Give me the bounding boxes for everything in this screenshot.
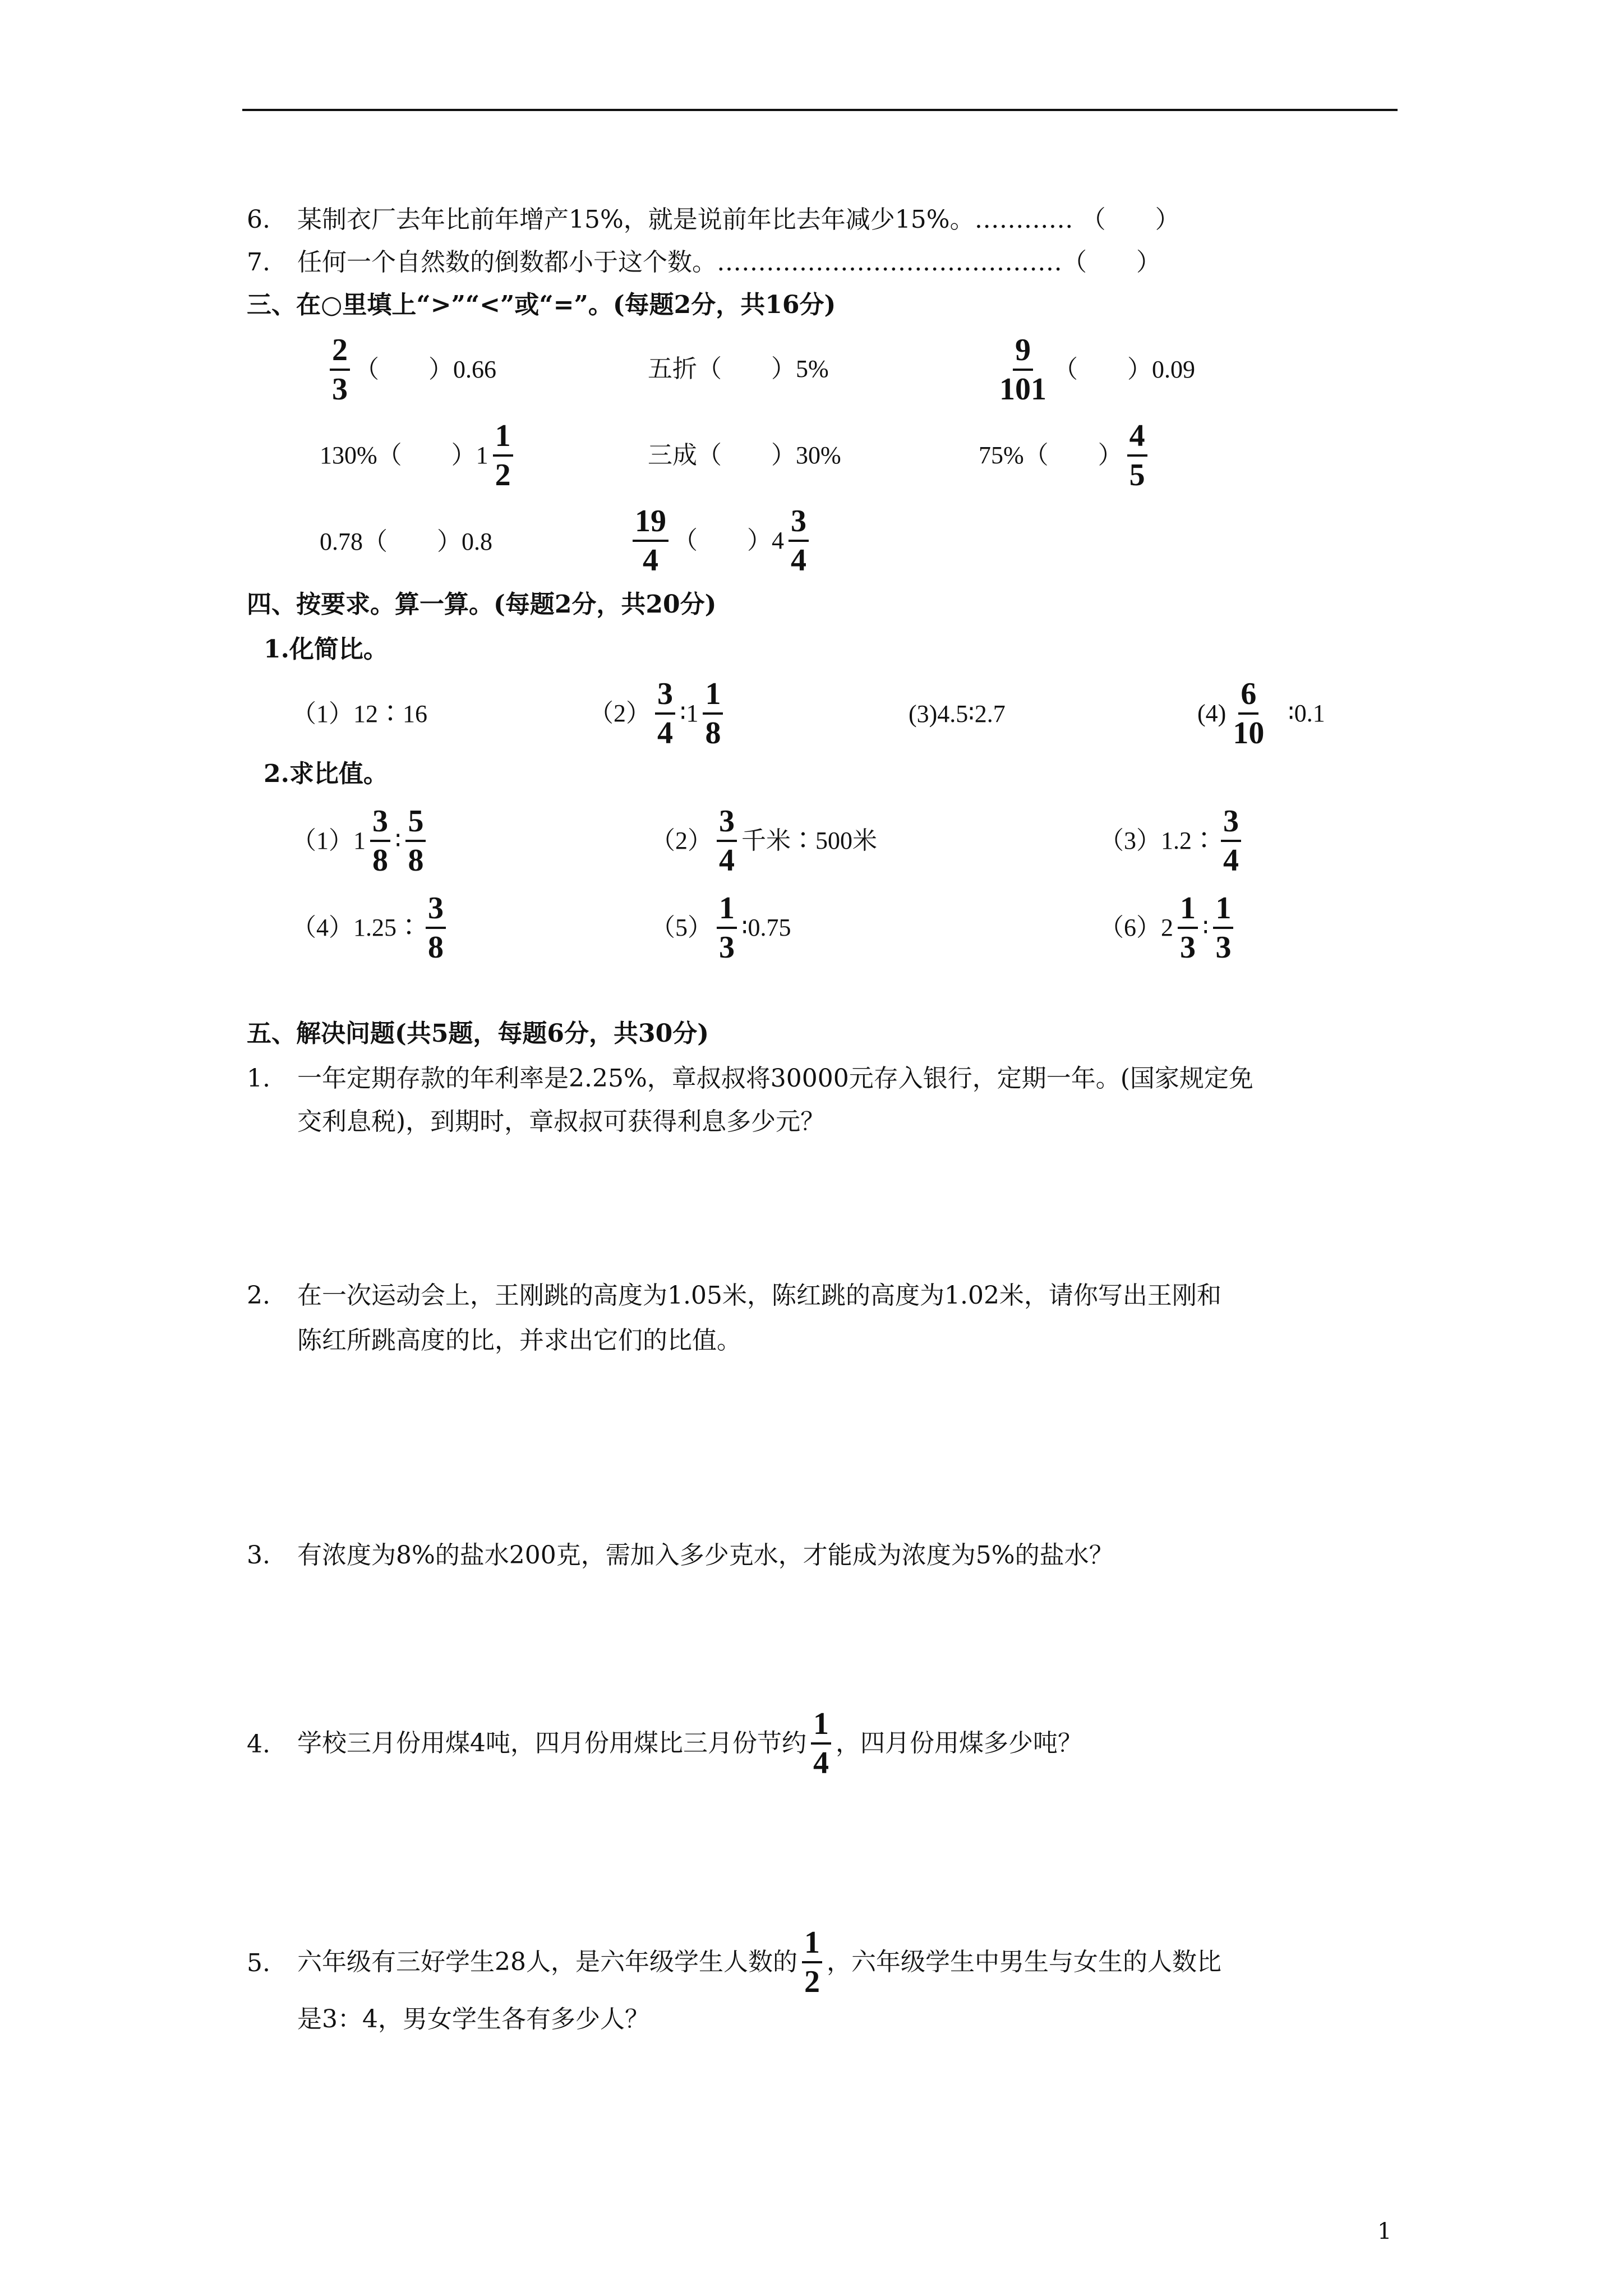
problem-1-num: 1. (247, 1064, 270, 1093)
fraction: $\frac{5}{8}$ (405, 805, 426, 877)
fraction: $\frac{1}{3}$ (717, 892, 737, 964)
fraction: $\frac{1}{4}$ (811, 1708, 831, 1779)
fraction: $\frac{2}{3}$ (330, 334, 350, 406)
compare-c2-mid: （ ）4 (673, 527, 784, 554)
compare-b2: 三成（ ）30% (648, 441, 841, 469)
compare-a3-rest: （ ）0.09 (1053, 356, 1195, 383)
ratio-value-2-pre: （2） (651, 827, 712, 854)
fraction: $\frac{19}{4}$ (633, 505, 668, 577)
simplify-2-mid: ∶1 (680, 700, 699, 727)
ratio-value-6-mid: ∶ (1202, 914, 1209, 941)
section4-sub1-title: 1.化简比。 (264, 635, 388, 664)
problem-1-line2: 交利息税)，到期时，章叔叔可获得利息多少元？ (297, 1107, 826, 1136)
ratio-value-2-post: 千米∶500米 (741, 827, 877, 854)
fraction: $\frac{3}{8}$ (370, 805, 390, 877)
ratio-value-1-mid: ∶ (395, 827, 402, 854)
fraction: $\frac{3}{4}$ (789, 505, 809, 577)
ratio-value-3 (1099, 805, 1246, 877)
problem-4-text (297, 1708, 1082, 1779)
compare-b1-text: 130%（ ）1 (320, 441, 488, 469)
problem-2-line2: 陈红所跳高度的比，并求出它们的比值。 (297, 1326, 741, 1355)
problem-5-line1 (297, 1926, 1221, 1998)
compare-a1 (325, 334, 496, 406)
fraction: $\frac{3}{4}$ (1221, 805, 1241, 877)
section4-sub2-title: 2.求比值。 (264, 760, 388, 788)
ratio-value-4-pre: （4）1.25∶ (292, 914, 421, 941)
problem-2-line1: 在一次运动会上，王刚跳的高度为1.05米，陈红跳的高度为1.02米，请你写出王刚和 (297, 1281, 1221, 1310)
ratio-value-6 (1099, 892, 1238, 964)
problem-3-line1: 有浓度为8%的盐水200克，需加入多少克水，才能成为浓度为5%的盐水？ (297, 1541, 1114, 1570)
fraction: $\frac{3}{8}$ (426, 892, 446, 964)
compare-b3-text: 75%（ ） (979, 441, 1123, 469)
fraction: $\frac{3}{4}$ (655, 678, 675, 749)
problem-3-num: 3. (247, 1541, 270, 1570)
fraction: $\frac{1}{3}$ (1213, 892, 1233, 964)
header-rule (242, 109, 1398, 111)
simplify-2 (589, 678, 727, 749)
ratio-value-1-pre: （1）1 (292, 827, 366, 854)
ratio-value-3-pre: （3）1.2∶ (1099, 827, 1216, 854)
fraction: $\frac{6}{10}$ (1233, 677, 1265, 751)
compare-b3 (979, 420, 1152, 491)
problem-5-line2: 是3：4，男女学生各有多少人？ (297, 2005, 649, 2033)
judge-q7-text: 任何一个自然数的倒数都小于这个数。……………………………………（ ） (297, 248, 1161, 277)
fraction: $\frac{9}{101}$ (999, 333, 1046, 407)
fraction: $\frac{3}{4}$ (717, 805, 737, 877)
fraction: $\frac{1}{2}$ (802, 1926, 822, 1998)
simplify-4-pre: (4) (1197, 700, 1227, 727)
judge-q6-text: 某制衣厂去年比前年增产15%，就是说前年比去年减少15%。………… （ ） (297, 205, 1180, 234)
ratio-value-5-pre: （5） (651, 914, 712, 941)
fraction: $\frac{4}{5}$ (1127, 420, 1147, 491)
problem-1-line1: 一年定期存款的年利率是2.25%，章叔叔将30000元存入银行，定期一年。(国家规定免 (297, 1064, 1253, 1093)
section5-title: 五、解决问题(共5题，每题6分，共30分) (247, 1019, 709, 1048)
ratio-value-5 (651, 892, 791, 964)
ratio-value-1 (292, 805, 430, 877)
fraction: $\frac{1}{8}$ (703, 678, 723, 749)
judge-q7-num: 7. (247, 248, 270, 277)
compare-b1 (320, 420, 518, 491)
problem-5-pre: 六年级有三好学生28人，是六年级学生人数的 (297, 1948, 797, 1976)
page-number: 1 (1377, 2219, 1392, 2244)
ratio-value-2 (651, 805, 877, 877)
simplify-4-post: ∶0.1 (1288, 700, 1325, 727)
problem-5-post: ，六年级学生中男生与女生的人数比 (827, 1948, 1221, 1976)
fraction: $\frac{1}{3}$ (1178, 892, 1198, 964)
ratio-value-4 (292, 892, 450, 964)
judge-q6-num: 6. (247, 205, 270, 234)
compare-a1-rest: （ ）0.66 (354, 356, 496, 383)
problem-4-num: 4. (247, 1730, 270, 1759)
problem-4-pre: 学校三月份用煤4吨，四月份用煤比三月份节约 (297, 1729, 806, 1757)
compare-a2: 五折（ ）5% (648, 355, 829, 383)
compare-c1: 0.78（ ）0.8 (320, 528, 492, 555)
simplify-1: （1）12∶16 (292, 700, 427, 728)
compare-a3 (993, 334, 1195, 406)
compare-c2 (628, 505, 813, 577)
simplify-4 (1197, 678, 1325, 749)
fraction: $\frac{1}{2}$ (493, 420, 513, 491)
ratio-value-5-post: ∶0.75 (741, 914, 791, 941)
section4-title: 四、按要求。算一算。(每题2分，共20分) (247, 590, 717, 619)
simplify-2-pre: （2） (589, 700, 651, 727)
problem-2-num: 2. (247, 1281, 270, 1310)
section3-title: 三、在○里填上“>”“<”或“=”。(每题2分，共16分) (247, 291, 836, 319)
simplify-3: (3)4.5∶2.7 (909, 700, 1006, 728)
problem-5-num: 5. (247, 1949, 270, 1977)
ratio-value-6-pre: （6）2 (1099, 914, 1173, 941)
problem-4-post: ，四月份用煤多少吨？ (836, 1729, 1082, 1757)
